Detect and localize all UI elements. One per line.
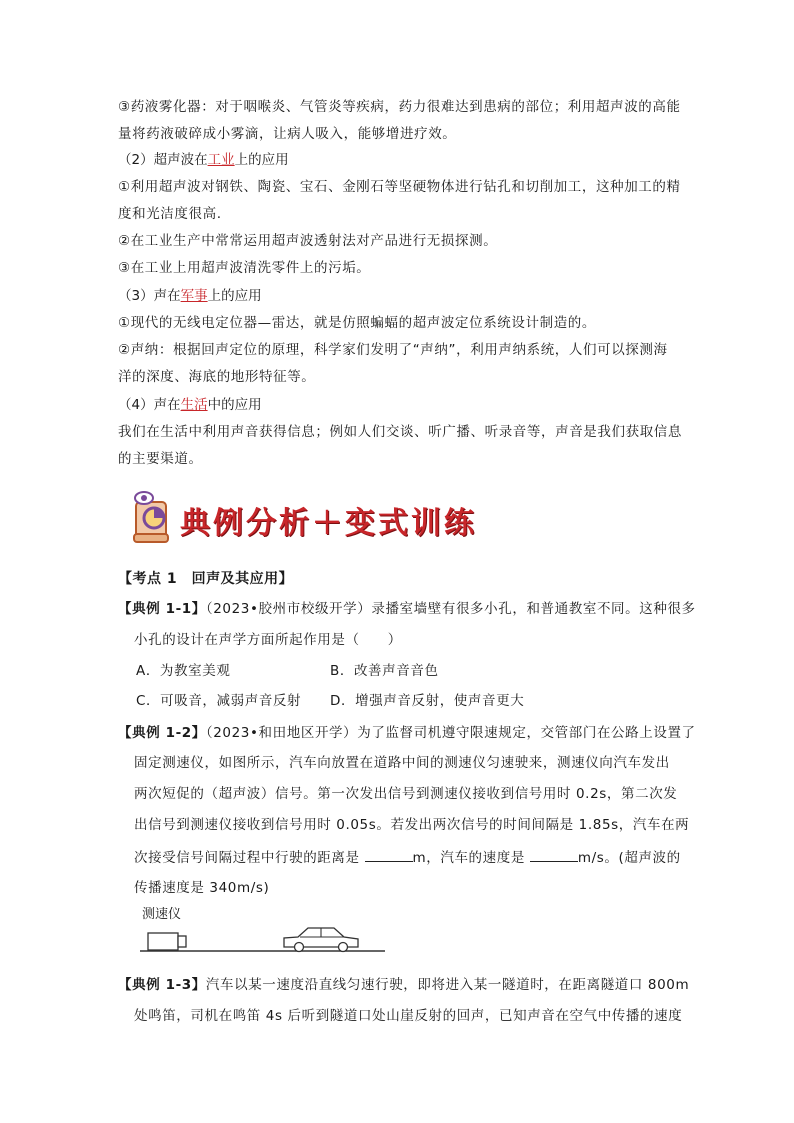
section-military-heading [118,286,262,306]
section-suffix: 上的应用 [234,152,289,168]
fill-text-3: m/s。(超声波的 [577,850,681,866]
example-1-2-line6: 传播速度是 340m/s) [134,880,270,896]
example-1-3-line2: 处鸣笛，司机在鸣笛 4s 后听到隧道口处山崖反射的回声，已知声音在空气中传播的速度 [134,1008,683,1024]
banner-title: 典例分析＋变式训练 [180,506,477,541]
example-1-2-line2: 固定测速仪，如图所示，汽车向放置在道路中间的测速仪匀速驶来，测速仪向汽车发出 [134,755,670,771]
highlight-life: 生活 [180,397,208,413]
example-1-2-line1 [118,723,696,743]
p3-line3: 洋的深度、海底的地形特征等。 [118,369,316,385]
p2-line2: 度和光洁度很高. [118,206,222,222]
option-d: D．增强声音反射，使声音更大 [330,693,525,709]
answer-blank-speed[interactable] [530,847,578,862]
section-suffix: 上的应用 [207,288,262,304]
option-b: B．改善声音音色 [330,663,439,679]
example-1-2-tag: 【典例 1-2】 [118,725,206,741]
example-1-1-line1 [118,599,696,619]
example-1-3-tag: 【典例 1-3】 [118,977,206,993]
section-life-heading [118,395,262,415]
highlight-military: 军事 [180,288,208,304]
kaodian-heading: 【考点 1 回声及其应用】 [118,571,294,587]
fill-text-2: m，汽车的速度是 [412,850,530,866]
answer-blank-distance[interactable] [365,847,413,862]
p1-line2: 量将药液破碎成小雾滴，让病人吸入，能够增进疗效。 [118,126,457,142]
p2-line1: ①利用超声波对钢铁、陶瓷、宝石、金刚石等坚硬物体进行钻孔和切削加工，这种加工的精 [118,179,681,195]
section-prefix: （3）声在 [118,288,181,304]
p4-line1: 我们在生活中利用声音获得信息；例如人们交谈、听广播、听录音等，声音是我们获取信息 [118,424,682,440]
example-1-2-text: （2023•和田地区开学）为了监督司机遵守限速规定，交管部门在公路上设置了 [205,725,696,741]
section-industry-heading [118,150,289,170]
example-1-3-line1 [118,975,689,995]
section-prefix: （4）声在 [118,397,181,413]
example-1-1-text: （2023•胶州市校级开学）录播室墙壁有很多小孔，和普通教室不同。这种很多 [205,601,696,617]
p3-line1: ①现代的无线电定位器—雷达，就是仿照蝙蝠的超声波定位系统设计制造的。 [118,315,597,331]
p1-line1: ③药液雾化器：对于咽喉炎、气管炎等疾病，药力很难达到患病的部位；利用超声波的高能 [118,99,681,115]
section-prefix: （2）超声波在 [118,152,208,168]
highlight-industry: 工业 [207,152,235,168]
p4-line2: 的主要渠道。 [118,451,203,467]
p2-line3: ②在工业生产中常常运用超声波透射法对产品进行无损探测。 [118,233,498,249]
option-c: C．可吸音，减弱声音反射 [136,693,302,709]
fill-text-1: 次接受信号间隔过程中行驶的距离是 [134,850,365,866]
p2-line4: ③在工业上用超声波清洗零件上的污垢。 [118,260,371,276]
p3-line2: ②声纳：根据回声定位的原理，科学家们发明了“声纳”，利用声纳系统，人们可以探测海 [118,342,668,358]
section-suffix: 中的应用 [207,397,262,413]
section-banner [130,488,477,548]
example-1-1-tag: 【典例 1-1】 [118,601,206,617]
figure-label: 测速仪 [142,907,182,922]
figure-drawing [140,907,390,955]
example-1-3-text: 汽车以某一速度沿直线匀速行驶，即将进入某一隧道时，在距离隧道口 800m [205,977,690,993]
example-1-2-line3: 两次短促的（超声波）信号。第一次发出信号到测速仪接收到信号用时 0.2s，第二次发 [134,786,678,802]
option-a: A．为教室美观 [136,663,231,679]
example-1-2-line5 [134,847,681,868]
car-icon [284,928,358,952]
example-1-2-line4: 出信号到测速仪接收到信号用时 0.05s。若发出两次信号的时间间隔是 1.85s，汽车在两 [134,817,690,833]
detector-icon [148,933,186,950]
example-1-1-line2: 小孔的设计在声学方面所起作用是（ ） [134,632,402,648]
speed-detector-figure [140,905,390,955]
magnifier-book-icon [130,488,178,546]
